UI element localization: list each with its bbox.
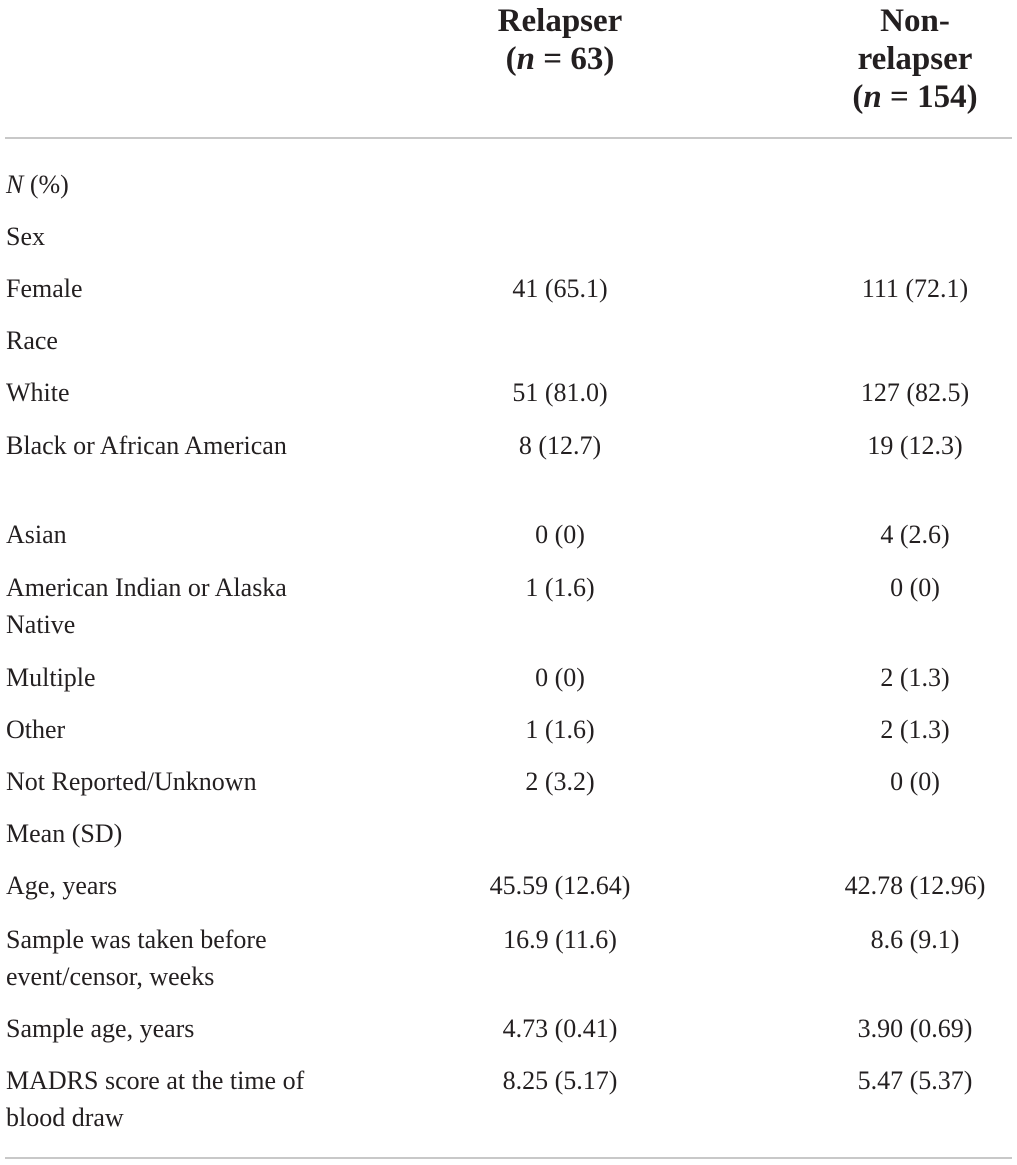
header-nonrelapser-n: (n = 154) (852, 79, 978, 115)
header-relapser-n: (n = 63) (505, 41, 615, 77)
nonrelapser-value: 8.6 (9.1) (870, 925, 960, 954)
nonrelapser-value: 127 (82.5) (860, 378, 970, 407)
row-label: Sample was taken before event/censor, weeks (6, 925, 267, 991)
relapser-value: 45.59 (12.64) (489, 871, 631, 900)
row-label: Sex (6, 222, 45, 251)
header-nonrelapser-title-1: Non- (880, 3, 950, 39)
relapser-value: 41 (65.1) (512, 274, 608, 303)
nonrelapser-value: 4 (2.6) (880, 520, 950, 549)
header-nonrelapser-title-2: relapser (857, 41, 973, 77)
header-nonrelapser (810, 2, 1017, 116)
relapser-value: 8 (12.7) (518, 431, 602, 460)
nonrelapser-value: 111 (72.1) (861, 274, 969, 303)
row-label: Other (6, 715, 66, 744)
row-label: Race (6, 326, 58, 355)
nonrelapser-value: 5.47 (5.37) (857, 1066, 973, 1095)
row-label: White (6, 378, 70, 407)
relapser-value: 1 (1.6) (525, 715, 595, 744)
nonrelapser-value: 2 (1.3) (880, 715, 950, 744)
row-label: American Indian or Alaska Native (6, 573, 287, 639)
nonrelapser-value: 2 (1.3) (880, 663, 950, 692)
relapser-value: 1 (1.6) (525, 573, 595, 602)
header-divider (5, 137, 1012, 139)
row-label: Female (6, 274, 83, 303)
row-label: Asian (6, 520, 67, 549)
nonrelapser-value: 19 (12.3) (867, 431, 963, 460)
table-bottom-rule (5, 1157, 1012, 1159)
row-label: Not Reported/Unknown (6, 767, 257, 796)
nonrelapser-value: 42.78 (12.96) (844, 871, 986, 900)
relapser-value: 51 (81.0) (512, 378, 608, 407)
relapser-value: 8.25 (5.17) (502, 1066, 618, 1095)
relapser-value: 0 (0) (535, 520, 585, 549)
header-relapser (470, 2, 650, 78)
row-label: Age, years (6, 871, 118, 900)
relapser-value: 16.9 (11.6) (503, 925, 617, 954)
relapser-value: 0 (0) (535, 663, 585, 692)
row-label: MADRS score at the time of blood draw (6, 1066, 305, 1132)
nonrelapser-value: 0 (0) (890, 767, 940, 796)
row-label: Multiple (6, 663, 96, 692)
relapser-value: 2 (3.2) (525, 767, 595, 796)
row-label: Sample age, years (6, 1014, 195, 1043)
nonrelapser-value: 3.90 (0.69) (857, 1014, 973, 1043)
nonrelapser-value: 0 (0) (890, 573, 940, 602)
section-mean-sd: Mean (SD) (6, 819, 123, 848)
relapser-value: 4.73 (0.41) (502, 1014, 618, 1043)
header-relapser-title: Relapser (497, 3, 623, 39)
section-n-percent: N (%) (6, 170, 69, 199)
row-label: Black or African American (6, 431, 287, 460)
